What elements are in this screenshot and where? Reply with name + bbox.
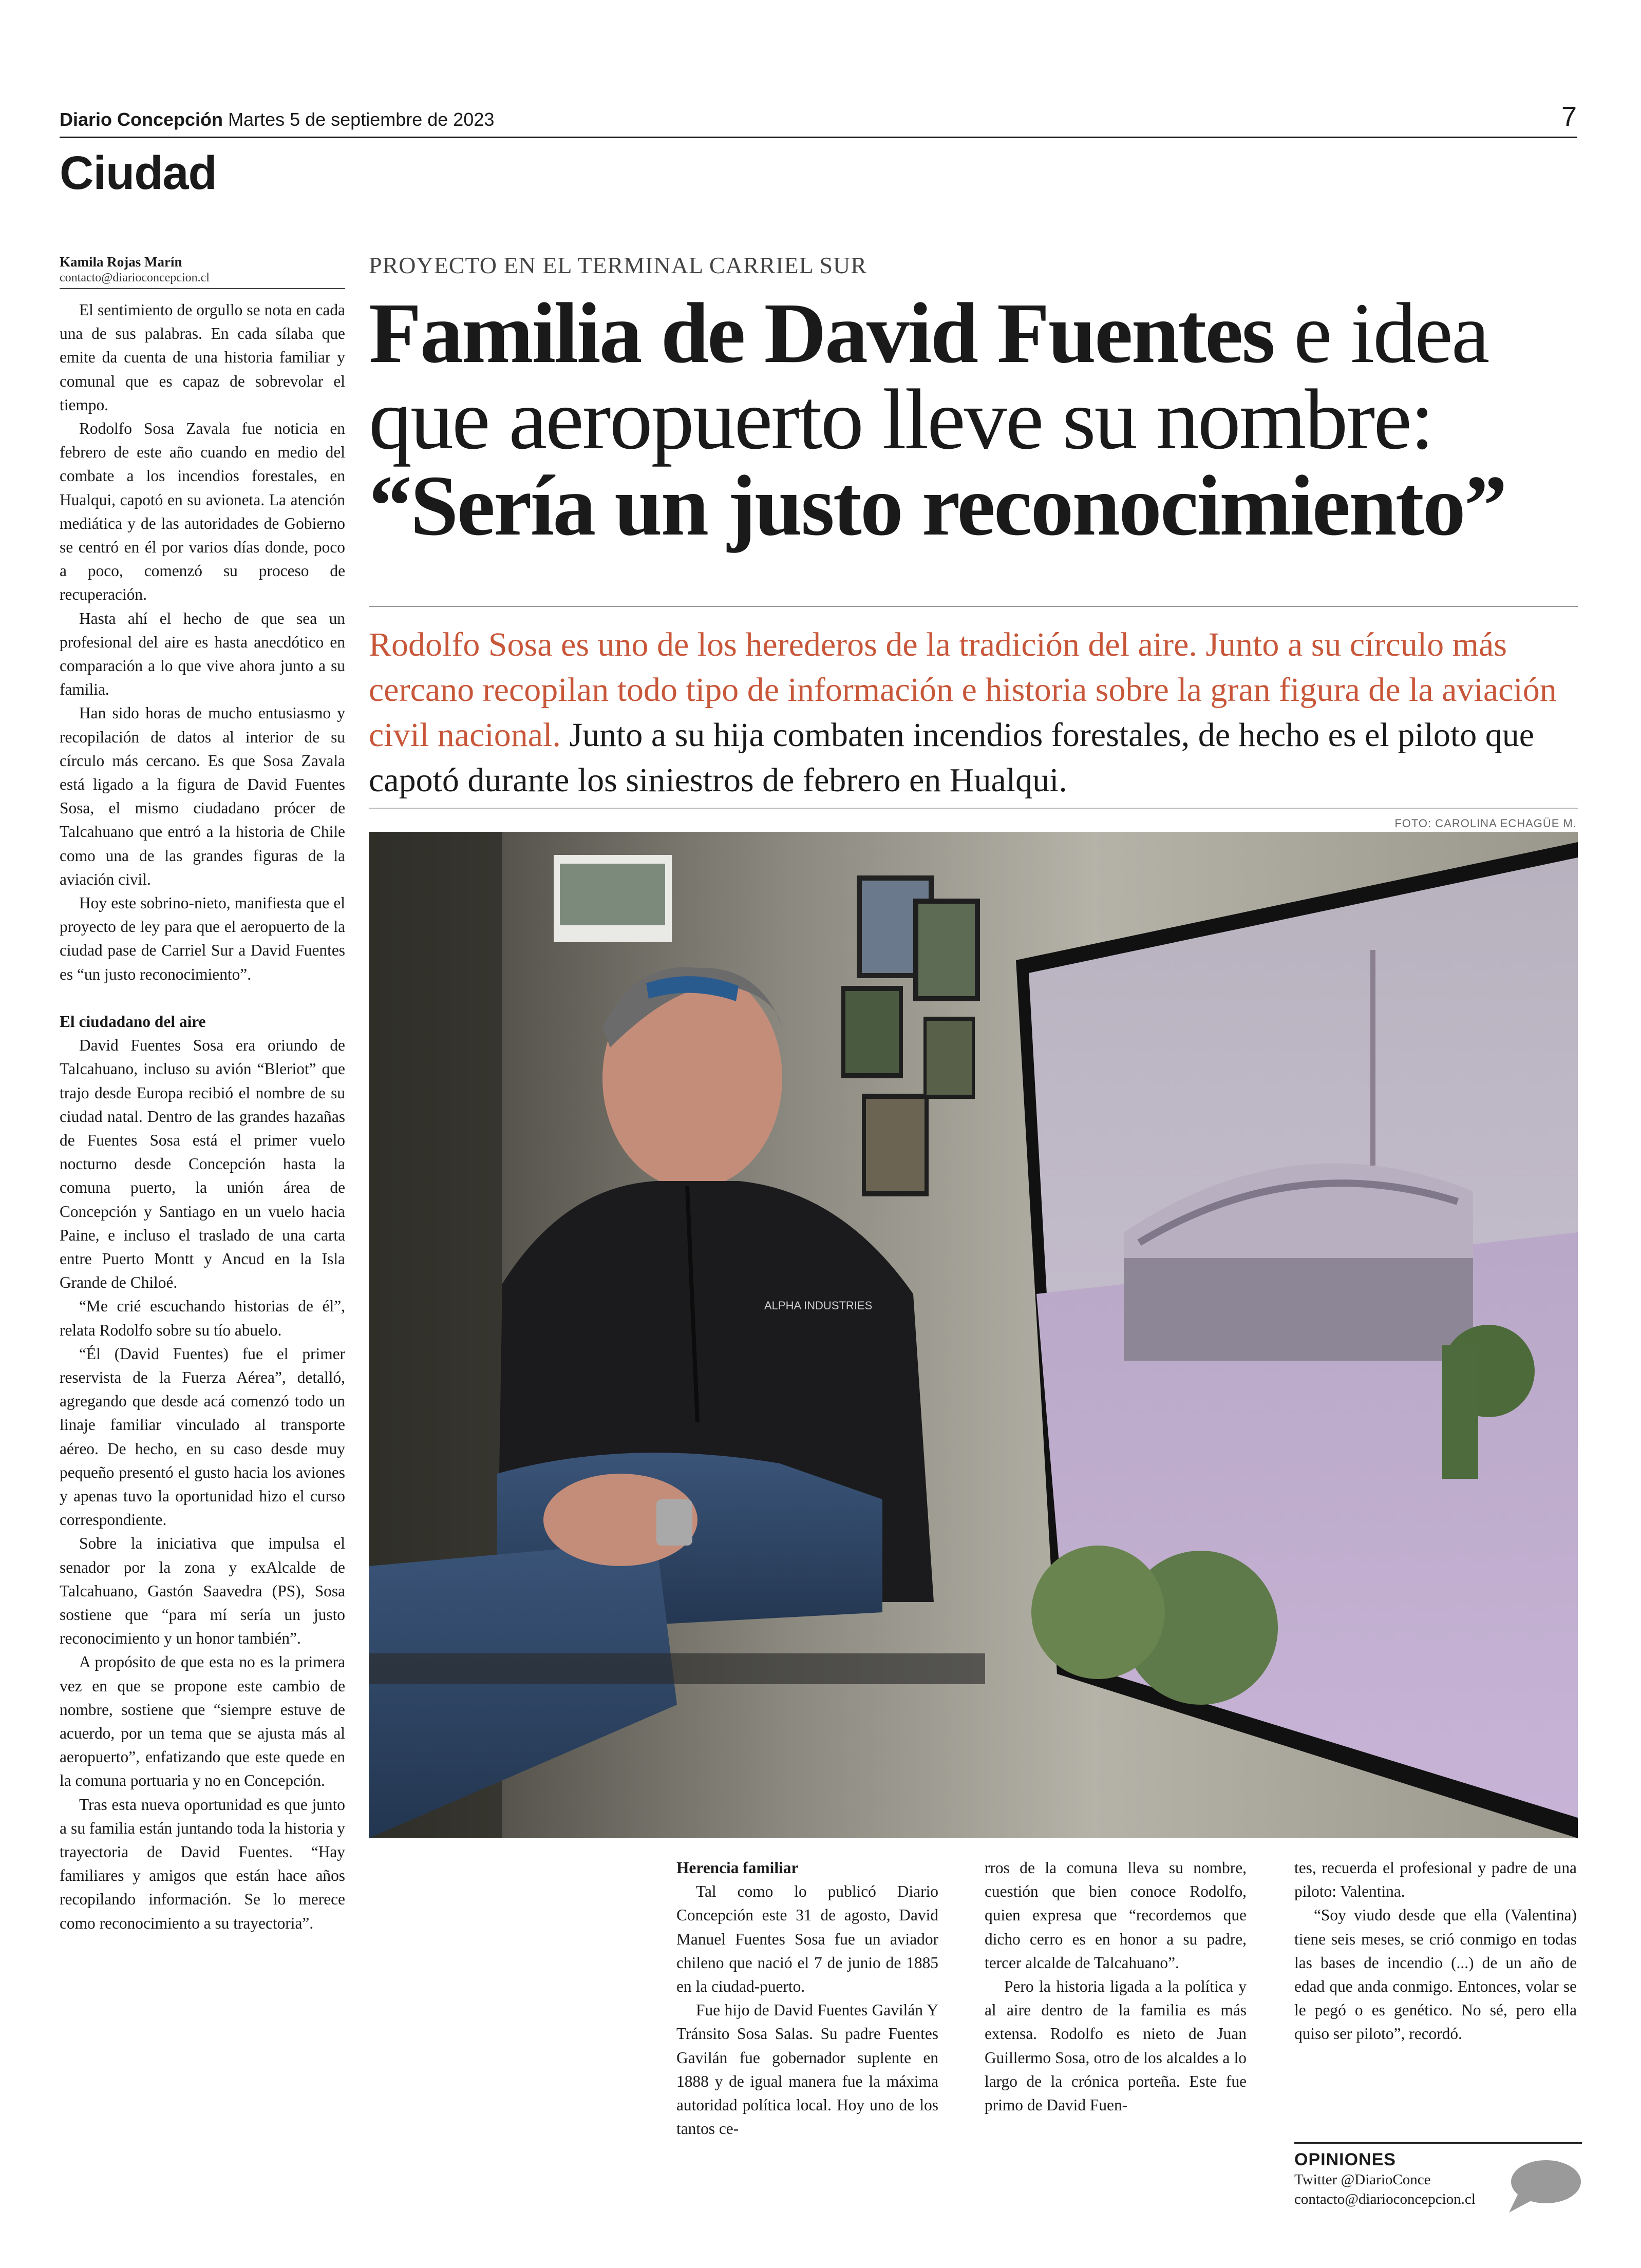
masthead — [60, 109, 494, 130]
header-rule — [60, 137, 1577, 138]
left-column — [60, 253, 345, 1935]
photo-credit: FOTO: CAROLINA ECHAGÜE M. — [1394, 817, 1577, 830]
opiniones-rule — [1294, 2142, 1582, 2144]
lede-text: Junto a su hija combaten incendios forestales, de hecho es el piloto que capotó durante los siniestros de febrero en Hualqui. — [369, 716, 1535, 799]
left-column-text — [60, 298, 345, 1935]
bottom-column-2 — [985, 1856, 1247, 2117]
bottom-column-1 — [676, 1856, 938, 2141]
opiniones-title: OPINIONES — [1294, 2150, 1396, 2169]
headline — [369, 285, 1581, 554]
byline-author: Kamila Rojas Marín — [60, 254, 182, 270]
opiniones-box — [1294, 2142, 1582, 2209]
speech-bubble-icon — [1505, 2159, 1582, 2214]
paragraph: Hasta ahí el hecho de que sea un profesional del aire es hasta anecdótico en comparación a lo que vive ahora junto a su familia. — [60, 609, 345, 699]
headline-rule — [369, 606, 1578, 607]
paragraph: Tras esta nueva oportunidad es que junto a su familia están juntando toda la historia y trayectoria de David Fuentes. “Hay familiares y amigos que están hace años recopilando información. Se lo merece como reconocimiento a su trayectoria”. — [60, 1795, 345, 1932]
paragraph: Tal como lo publicó Diario Concepción este 31 de agosto, David Manuel Fuentes Sosa fue un aviador chileno que nació el 7 de junio de 1885 en la ciudad-puerto. — [676, 1882, 938, 1996]
paragraph: Rodolfo Sosa Zavala fue noticia en febrero de este año cuando en medio del combate a los incendios forestales, en Hualqui, capotó en su avioneta. La atención mediática y de las autoridades de Gobierno se centró en él por varios días donde, poco a poco, comenzó su proceso de recuperación. — [60, 420, 345, 604]
twitter-handle[interactable]: Twitter @DiarioConce — [1294, 2171, 1431, 2188]
kicker: PROYECTO EN EL TERMINAL CARRIEL SUR — [369, 252, 867, 278]
headline-quote: “Sería un justo reconocimiento” — [369, 458, 1506, 554]
contact-email[interactable]: contacto@diarioconcepcion.cl — [1294, 2191, 1476, 2207]
paragraph: Han sido horas de mucho entusiasmo y recopilación de datos al interior de su círculo más cercano. Es que Sosa Zavala está ligado a la figura de David Fuentes Sosa, el mismo ciudadano prócer de Talcahuano que entró a la historia de Chile como una de las grandes figuras de la aviación civil. — [60, 704, 345, 888]
paragraph: A propósito de que esta no es la primera vez en que se propone este cambio de nombre, sostiene que “siempre estuve de acuerdo, por un tema que se ajusta más al aeropuerto”, enfatizando que este quede en la comuna portuaria y no en Concepción. — [60, 1653, 345, 1790]
main-photo — [369, 832, 1578, 1838]
paragraph: “Él (David Fuentes) fue el primer reservista de la Fuerza Aérea”, detalló, agregando que desde acá comenzó todo un linaje familiar vinculado al transporte aéreo. De hecho, en su caso desde muy pequeño presentó el gusto hacia los aviones y apenas tuvo la oportunidad hizo el curso correspondiente. — [60, 1344, 345, 1529]
lede — [369, 622, 1581, 803]
paragraph: “Soy viudo desde que ella (Valentina) tiene seis meses, se crió conmigo en todas las bases de incendio (...) de un año de edad que anda conmigo. Entonces, volar se le pegó o es genético. No sé, pero ella quiso ser piloto”, recordó. — [1294, 1906, 1577, 2043]
paragraph-continued: tes, recuerda el profesional y padre de una piloto: Valentina. — [1294, 1859, 1577, 1901]
bottom-column-3 — [1294, 1856, 1577, 2046]
headline-strong: Familia de David Fuentes — [369, 285, 1274, 381]
section-title: Ciudad — [60, 147, 217, 199]
paragraph-continued: rros de la comuna lleva su nombre, cuestión que bien conoce Rodolfo, quien expresa que “recordemos que dicho cerro es en honor a su padre, tercer alcalde de Talcahuano”. — [985, 1859, 1247, 1972]
page-number: 7 — [1561, 101, 1577, 132]
paragraph: David Fuentes Sosa era oriundo de Talcahuano, incluso su avión “Bleriot” que trajo desde Europa recibió el nombre de su ciudad natal. Dentro de las grandes hazañas de Fuentes Sosa está el primer vuelo nocturno desde Concepción hasta la comuna puerto, la unión área de Concepción y Santiago en un vuelo hacia Paine, e incluso el traslado de una carta entre Puerto Montt y Ancud en la Isla Grande de Chiloé. — [60, 1036, 345, 1292]
subhead-ciudadano: El ciudadano del aire — [60, 1012, 206, 1031]
subhead-herencia: Herencia familiar — [676, 1859, 799, 1877]
paragraph: El sentimiento de orgullo se nota en cada una de sus palabras. En cada sílaba que emite da cuenta de una historia familiar y comunal que es capaz de sobrevolar el tiempo. — [60, 301, 345, 414]
headline-rest: e idea que aeropuerto lleve su nombre: — [369, 285, 1488, 467]
paragraph: Pero la historia ligada a la política y al aire dentro de la familia es más extensa. Rodolfo es nieto de Juan Guillermo Sosa, otro de los alcaldes a lo largo de la crónica porteña. Este fue primo de David Fuen- — [985, 1977, 1247, 2114]
paragraph: Fue hijo de David Fuentes Gavilán Y Tránsito Sosa Salas. Su padre Fuentes Gavilán fue gobernador suplente en 1888 y de igual manera fue la máxima autoridad política local. Hoy uno de los tantos ce- — [676, 2001, 938, 2138]
paragraph: “Me crié escuchando historias de él”, relata Rodolfo sobre su tío abuelo. — [60, 1297, 345, 1339]
issue-date: Martes 5 de septiembre de 2023 — [228, 109, 495, 130]
svg-text:ALPHA INDUSTRIES: ALPHA INDUSTRIES — [764, 1299, 873, 1312]
paragraph: Hoy este sobrino-nieto, manifiesta que el proyecto de ley para que el aeropuerto de la ciudad pase de Carriel Sur a David Fuentes es “un justo reconocimiento”. — [60, 894, 345, 983]
paragraph: Sobre la iniciativa que impulsa el senador por la zona y exAlcalde de Talcahuano, Gastón Saavedra (PS), Sosa sostiene que “para mí sería un justo reconocimiento y un honor también”. — [60, 1534, 345, 1648]
byline-email: contacto@diarioconcepcion.cl — [60, 271, 210, 284]
lede-highlight: Rodolfo Sosa es uno de los herederos de la tradición del aire. Junto a su círculo más cercano recopilan todo tipo de información e historia sobre la gran figura de la aviación civil nacional. — [369, 626, 1557, 754]
byline-rule — [60, 288, 345, 289]
paper-name: Diario Concepción — [60, 109, 223, 130]
lede-rule — [369, 808, 1578, 809]
